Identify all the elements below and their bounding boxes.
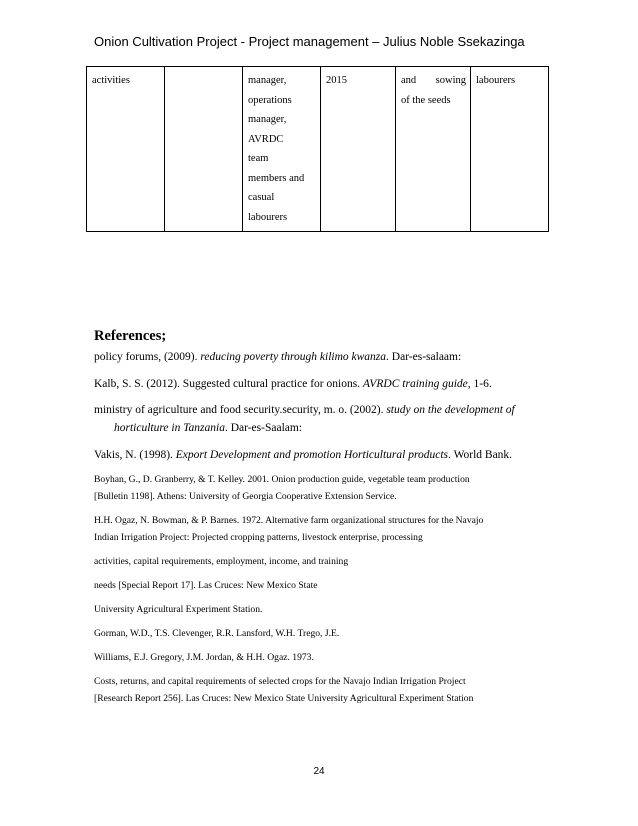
ref-line: [Research Report 256]. Las Cruces: New Mexico State University Agricultural Experiment Station <box>94 693 474 704</box>
reference-line: activities, capital requirements, employment, income, and training <box>94 556 349 567</box>
cell-line: of the seeds <box>401 94 451 106</box>
table-cell-empty <box>165 67 243 232</box>
ref-line: Indian Irrigation Project: Projected cropping patterns, livestock enterprise, processing <box>94 532 423 543</box>
reference-entry <box>94 375 546 393</box>
cell-line: AVRDC <box>248 133 284 145</box>
table-cell-responsible <box>243 67 321 232</box>
cell-line <box>401 71 466 91</box>
ref-title: horticulture in Tanzania <box>114 422 225 434</box>
reference-entry <box>94 512 546 546</box>
table-row <box>87 67 549 232</box>
cell-line: members and <box>248 172 305 184</box>
reference-entry <box>94 673 546 707</box>
ref-text: . World Bank. <box>448 449 513 461</box>
ref-text: policy forums, (2009). <box>94 351 201 363</box>
table-cell-resources: labourers <box>471 67 549 232</box>
ref-text: , 1-6. <box>467 378 492 390</box>
ref-text: . Dar-es-Saalam: <box>224 422 303 434</box>
ref-line: Costs, returns, and capital requirements of selected crops for the Navajo Indian Irrigation Project <box>94 676 466 687</box>
ref-title: study on the development of <box>386 404 515 416</box>
ref-title: AVRDC training guide <box>362 378 468 390</box>
page-header: Onion Cultivation Project - Project management – Julius Noble Ssekazinga <box>94 34 525 49</box>
reference-line: needs [Special Report 17]. Las Cruces: New Mexico State <box>94 580 318 591</box>
ref-line: H.H. Ogaz, N. Bowman, & P. Barnes. 1972. Alternative farm organizational structures for the Navajo <box>94 515 484 526</box>
ref-text: Kalb, S. S. (2012). Suggested cultural practice for onions. <box>94 378 363 390</box>
cell-line: manager, <box>248 114 287 125</box>
ref-text: ministry of agriculture and food security.security, m. o. (2002). <box>94 404 387 416</box>
cell-line: casual <box>248 192 275 203</box>
references-heading: References; <box>94 328 167 344</box>
ref-line: [Bulletin 1198]. Athens: University of Georgia Cooperative Extension Service. <box>94 491 397 502</box>
reference-entry <box>94 401 546 437</box>
page-number: 24 <box>313 766 325 777</box>
ref-text: Vakis, N. (1998). <box>94 449 176 461</box>
activity-table <box>86 66 549 232</box>
cell-line: labourers <box>248 211 288 223</box>
cell-word: and <box>401 75 417 86</box>
ref-line: Boyhan, G., D. Granberry, & T. Kelley. 2001. Onion production guide, vegetable team production <box>94 474 470 485</box>
ref-title: reducing poverty through kilimo kwanza <box>200 351 387 363</box>
reference-entry <box>94 471 546 505</box>
ref-text: . Dar-es-salaam: <box>386 351 462 363</box>
reference-line: Gorman, W.D., T.S. Clevenger, R.R. Lansford, W.H. Trego, J.E. <box>94 628 340 639</box>
reference-line: Williams, E.J. Gregory, J.M. Jordan, & H.H. Ogaz. 1973. <box>94 652 314 663</box>
reference-line: University Agricultural Experiment Station. <box>94 604 263 615</box>
ref-title: Export Development and promotion Horticultural products <box>175 449 449 461</box>
cell-line: operations <box>248 94 292 106</box>
table-cell-output <box>396 67 471 232</box>
cell-line: team <box>248 153 269 164</box>
reference-entry <box>94 348 546 366</box>
cell-line: manager, <box>248 75 287 86</box>
table-cell-year: 2015 <box>321 67 396 232</box>
reference-entry <box>94 446 546 464</box>
table-cell-activity: activities <box>87 67 165 232</box>
cell-word: sowing <box>435 75 466 86</box>
